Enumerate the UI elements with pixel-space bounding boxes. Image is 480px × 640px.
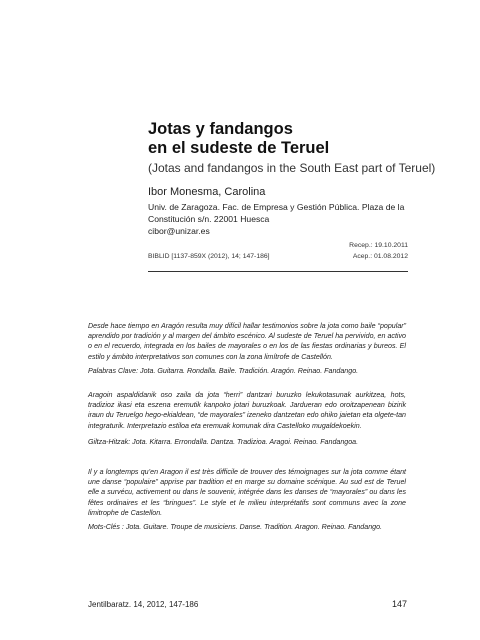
title-line-1: Jotas y fandangos	[148, 120, 293, 138]
author-name: Ibor Monesma, Carolina	[148, 186, 266, 198]
abstract-french: Il y a longtemps qu’en Aragon il est très difficile de trouver des témoignages sur la jota comme étant une danse “populaire” apprise par tradition et en marge su domaine scénique. Au sud est de Teruel elle a survécu, activement ou dans le souvenir, intégrée dans les danses de “mayorales” ou dans les fêtes ordinaires et les “bringues”. Le style et le milieu interprétatifs sont communs avec la zone limitrophe de Castellon.	[88, 468, 406, 517]
abstract-spanish: Desde hace tiempo en Aragón resulta muy difícil hallar testimonios sobre la jota como baile “popular” aprendido por tradición y al margen del ámbito escénico. Al sudeste de Teruel ha pervivido, en activo o en el recuerdo, integrada en los bailes de mayorales o en los de las fiestas ordinarias y bureos. El estilo y ámbito interpretativos son comunes con la zona limítrofe de Castellón.	[88, 322, 406, 361]
keywords-basque: Giltza-Hitzak: Jota. Kitarra. Errondalla. Dantza. Tradizioa. Aragoi. Reinao. Fandangoa.	[88, 438, 359, 446]
article-subtitle: (Jotas and fandangos in the South East part of Teruel)	[148, 161, 436, 175]
keywords-french: Mots-Clés : Jota. Guitare. Troupe de musiciens. Danse. Tradition. Aragon. Reinao. Fandango.	[88, 523, 383, 531]
article-metadata	[148, 240, 408, 262]
author-affiliation	[148, 201, 413, 237]
received-date: Recep.: 19.10.2011	[349, 242, 408, 249]
biblid: BIBLID [1137-859X (2012), 14; 147-186]	[148, 253, 270, 260]
title-line-2: en el sudeste de Teruel	[148, 139, 330, 157]
abstract-basque: Aragoin aspaldidanik oso zaila da jota “herri” dantzari buruzko lekukotasunak aurkitzea, hots, tradizioz ikasi eta eszena eremutik kanpoko jotari buruzkoak. Jardueran edo oroitzapenean bizirik iraun du Teruelgo hego-ekialdean, “de mayorales” izeneko dantzetan edo ohiko jaietan eta olgete-tan integraturik. Interpretazio estiloa eta eremuak komunak dira Castelloko mugaldekoekin.	[88, 391, 406, 430]
affiliation-line-2: Constitución s/n. 22001 Huesca	[148, 214, 270, 224]
page-number: 147	[392, 599, 408, 609]
author-email[interactable]: cibor@unizar.es	[148, 226, 210, 236]
keywords-spanish: Palabras Clave: Jota. Guitarra. Rondalla. Baile. Tradición. Aragón. Reinao. Fandango.	[88, 367, 359, 375]
article-title	[148, 120, 448, 158]
journal-citation: Jentilbaratz. 14, 2012, 147-186	[88, 600, 199, 609]
header-divider	[148, 271, 408, 272]
affiliation-line-1: Univ. de Zaragoza. Fac. de Empresa y Gestión Pública. Plaza de la	[148, 202, 405, 212]
accepted-date: Acep.: 01.08.2012	[352, 253, 408, 260]
